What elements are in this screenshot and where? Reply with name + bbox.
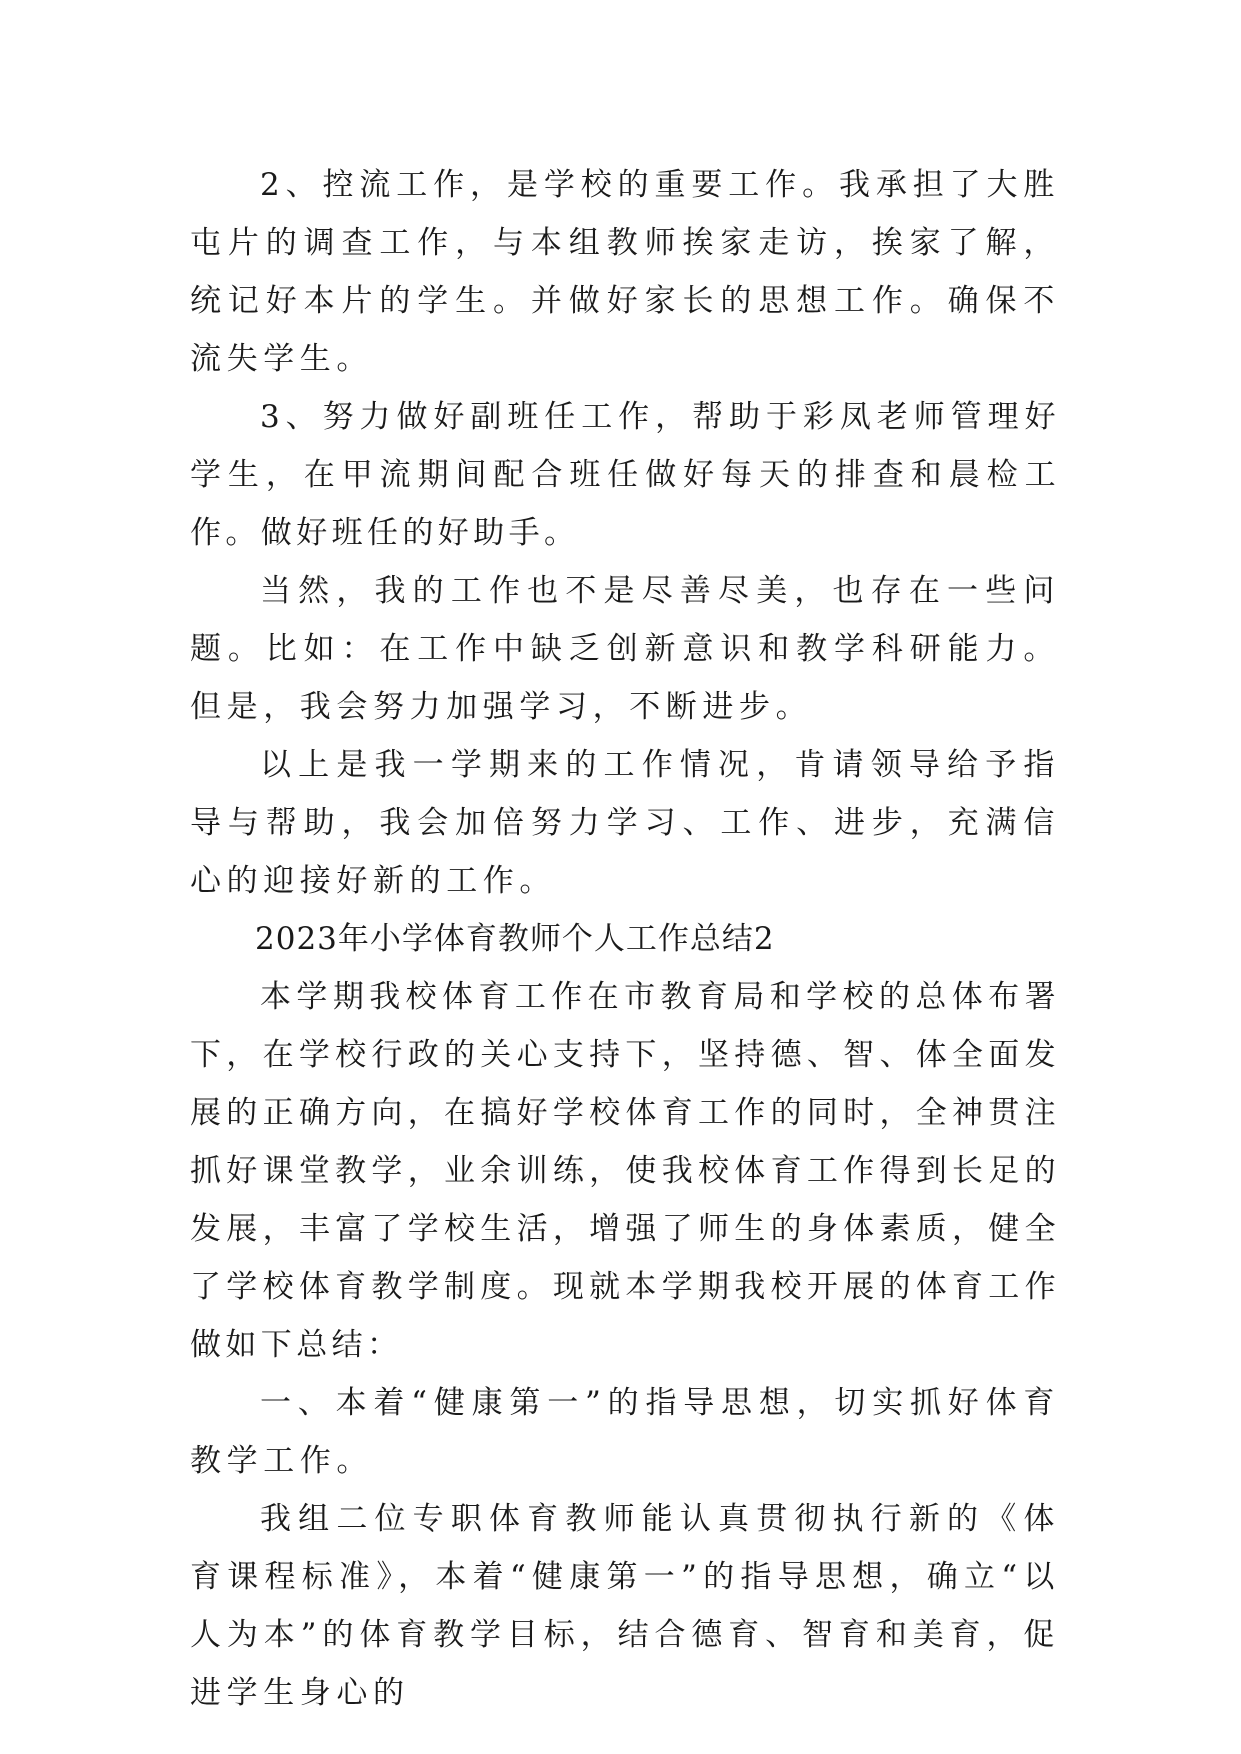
paragraph-point-one: 一、本着“健康第一”的指导思想，切实抓好体育教学工作。 <box>190 1385 1060 1479</box>
paragraph-teachers: 我组二位专职体育教师能认真贯彻执行新的《体育课程标准》，本着“健康第一”的指导思想，确立“以人为本”的体育教学目标，结合德育、智育和美育，促进学生身心的 <box>190 1501 1060 1711</box>
section-title: 2023年小学体育教师个人工作总结2 <box>255 921 775 957</box>
paragraph-intro: 本学期我校体育工作在市教育局和学校的总体布署下，在学校行政的关心支持下，坚持德、智、体全面发展的正确方向，在搞好学校体育工作的同时，全神贯注抓好课堂教学，业余训练，使我校体育工作得到长足的发展，丰富了学校生活，增强了师生的身体素质，健全了学校体育教学制度。现就本学期我校开展的体育工作做如下总结： <box>190 979 1060 1363</box>
paragraph-item-2: 2、控流工作，是学校的重要工作。我承担了大胜屯片的调查工作，与本组教师挨家走访，挨家了解，统记好本片的学生。并做好家长的思想工作。确保不流失学生。 <box>190 167 1060 377</box>
paragraph-problems: 当然，我的工作也不是尽善尽美，也存在一些问题。比如：在工作中缺乏创新意识和教学科研能力。但是，我会努力加强学习，不断进步。 <box>190 573 1060 725</box>
document-page <box>190 156 1060 1722</box>
paragraph-item-3: 3、努力做好副班任工作，帮助于彩凤老师管理好学生，在甲流期间配合班任做好每天的排查和晨检工作。做好班任的好助手。 <box>190 399 1060 551</box>
paragraph-conclusion: 以上是我一学期来的工作情况，肯请领导给予指导与帮助，我会加倍努力学习、工作、进步，充满信心的迎接好新的工作。 <box>190 747 1060 899</box>
